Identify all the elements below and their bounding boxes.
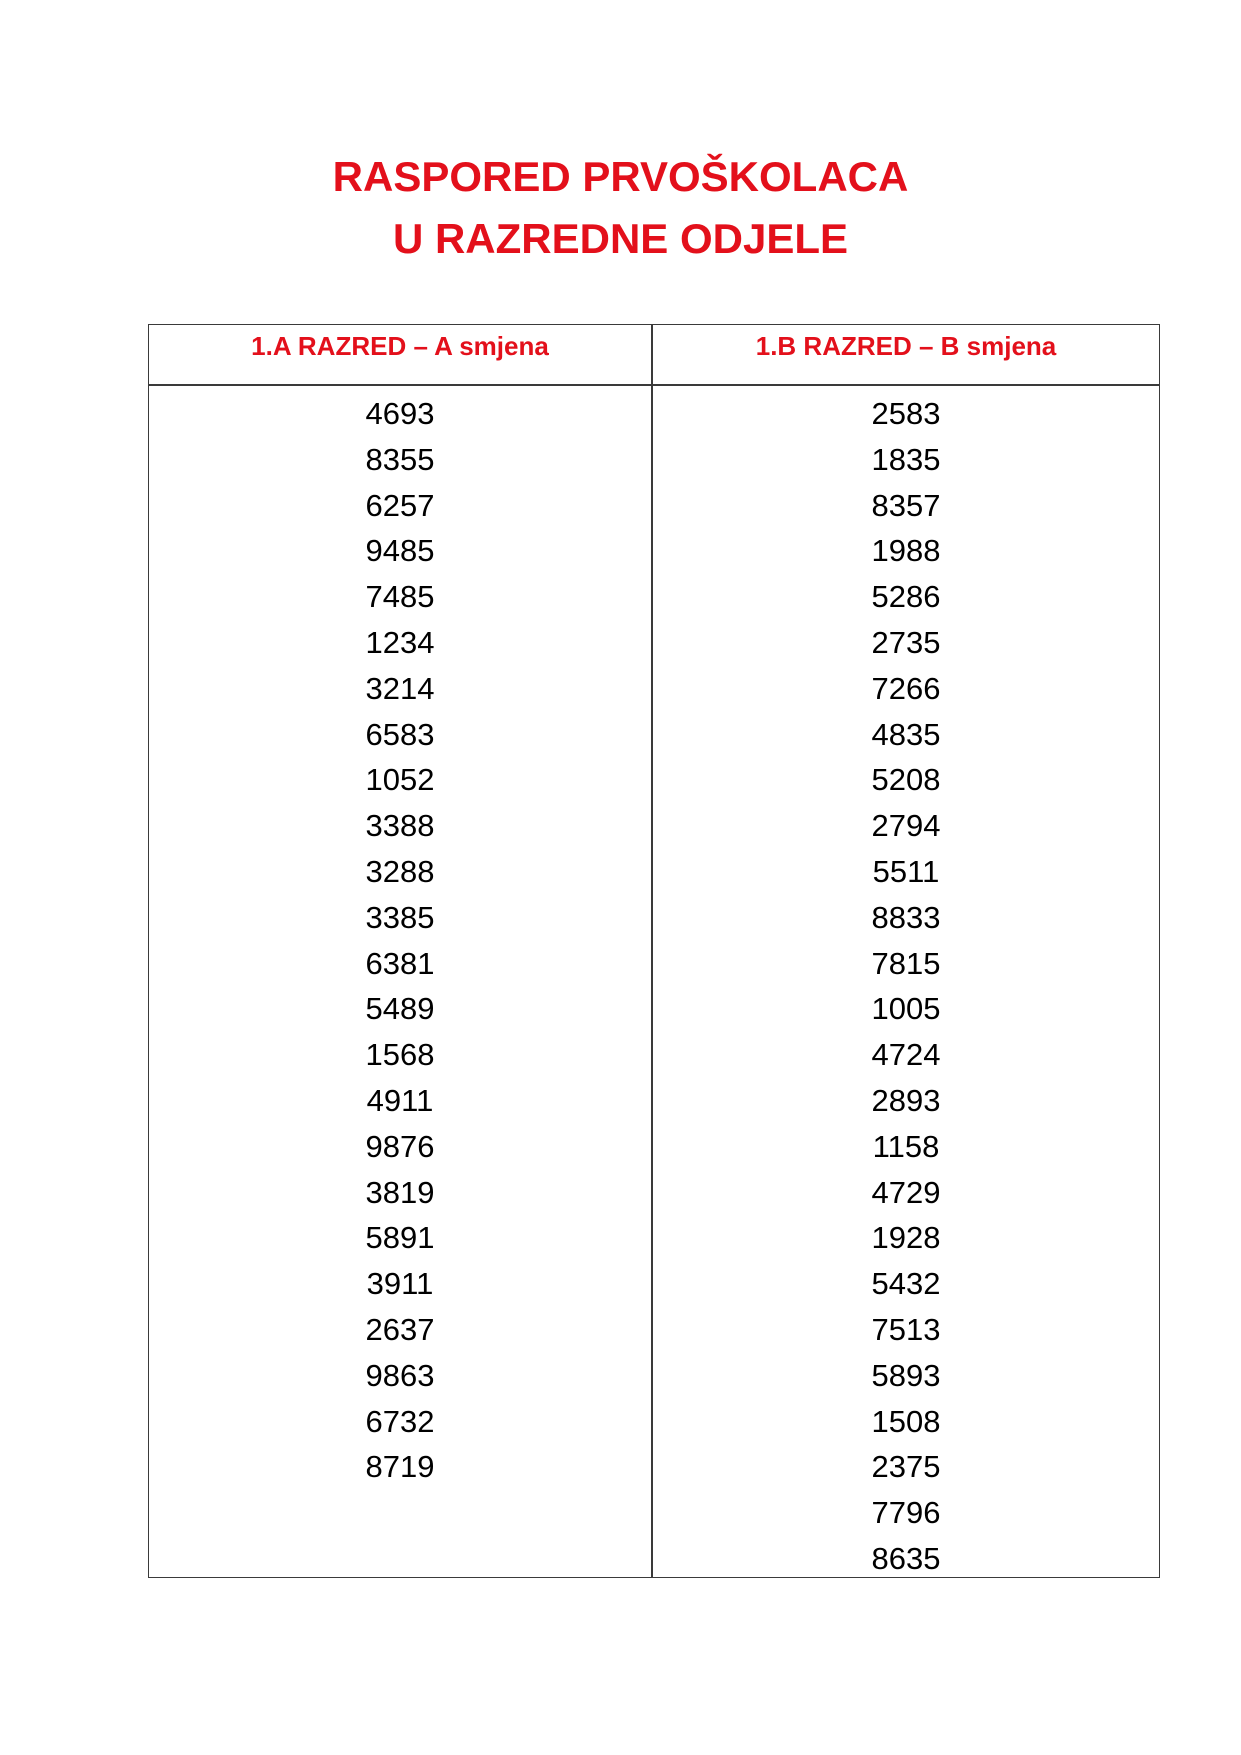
header-class-1b: 1.B RAZRED – B smjena: [755, 331, 1057, 361]
table-cell: 9863: [365, 1357, 435, 1393]
table-cell: 1835: [871, 441, 941, 477]
table-cell: 6732: [365, 1403, 435, 1439]
title-line-2: U RAZREDNE ODJELE: [392, 215, 849, 262]
table-cell: 1568: [365, 1037, 435, 1073]
table-cell: 1052: [365, 762, 435, 798]
table-cell: 7485: [365, 579, 435, 615]
table-cell: 5893: [871, 1357, 941, 1393]
table-cell: 2375: [871, 1449, 941, 1485]
page-title: [0, 146, 1241, 270]
title-line-1: RASPORED PRVOŠKOLACA: [332, 153, 909, 200]
table-cell: 4835: [871, 716, 941, 752]
table-cell: 1928: [871, 1220, 941, 1256]
table-cell: 7266: [871, 670, 941, 706]
column-class-1a: [149, 385, 651, 1490]
table-cell: 1234: [365, 624, 435, 660]
table-cell: 5489: [365, 991, 435, 1027]
table-cell: 4911: [366, 1082, 434, 1118]
table-cell: 6583: [365, 716, 435, 752]
table-cell: 9876: [365, 1128, 435, 1164]
table-cell: 1988: [871, 533, 941, 569]
table-cell: 4724: [871, 1037, 941, 1073]
table-cell: 5208: [871, 762, 941, 798]
table-cell: 7815: [871, 945, 941, 981]
table-cell: 8635: [871, 1540, 941, 1576]
table-cell: 5432: [871, 1266, 941, 1302]
header-class-1a: 1.A RAZRED – A smjena: [251, 331, 549, 361]
table-cell: 3819: [365, 1174, 435, 1210]
table-cell: 2583: [871, 396, 941, 431]
table-cell: 8357: [871, 487, 941, 523]
table-cell: 5286: [871, 579, 941, 615]
table-cell: 1508: [871, 1403, 941, 1439]
table-cell: 6257: [365, 487, 435, 523]
table-cell: 5891: [365, 1220, 435, 1256]
class-assignment-table: [148, 324, 1160, 1578]
table-cell: 2794: [871, 808, 941, 844]
table-cell: 5511: [872, 853, 940, 889]
table-cell: 1158: [872, 1128, 940, 1164]
table-cell: 4729: [871, 1174, 941, 1210]
table-cell: 7513: [871, 1311, 941, 1347]
table-cell: 3214: [365, 670, 435, 706]
table-cell: 4693: [365, 396, 435, 431]
table-cell: 2637: [365, 1311, 435, 1347]
table-cell: 8355: [365, 441, 435, 477]
table-cell: 3388: [365, 808, 435, 844]
table-cell: 8833: [871, 899, 941, 935]
table-cell: 7796: [871, 1495, 941, 1531]
table-cell: 2893: [871, 1082, 941, 1118]
table-cell: 6381: [365, 945, 435, 981]
table-cell: 3911: [366, 1266, 434, 1302]
table-cell: 1005: [871, 991, 941, 1027]
column-class-1b: [653, 385, 1159, 1582]
table-cell: 2735: [871, 624, 941, 660]
table-cell: 3288: [365, 853, 435, 889]
table-cell: 9485: [365, 533, 435, 569]
table-cell: 3385: [365, 899, 435, 935]
table-cell: 8719: [365, 1449, 435, 1485]
